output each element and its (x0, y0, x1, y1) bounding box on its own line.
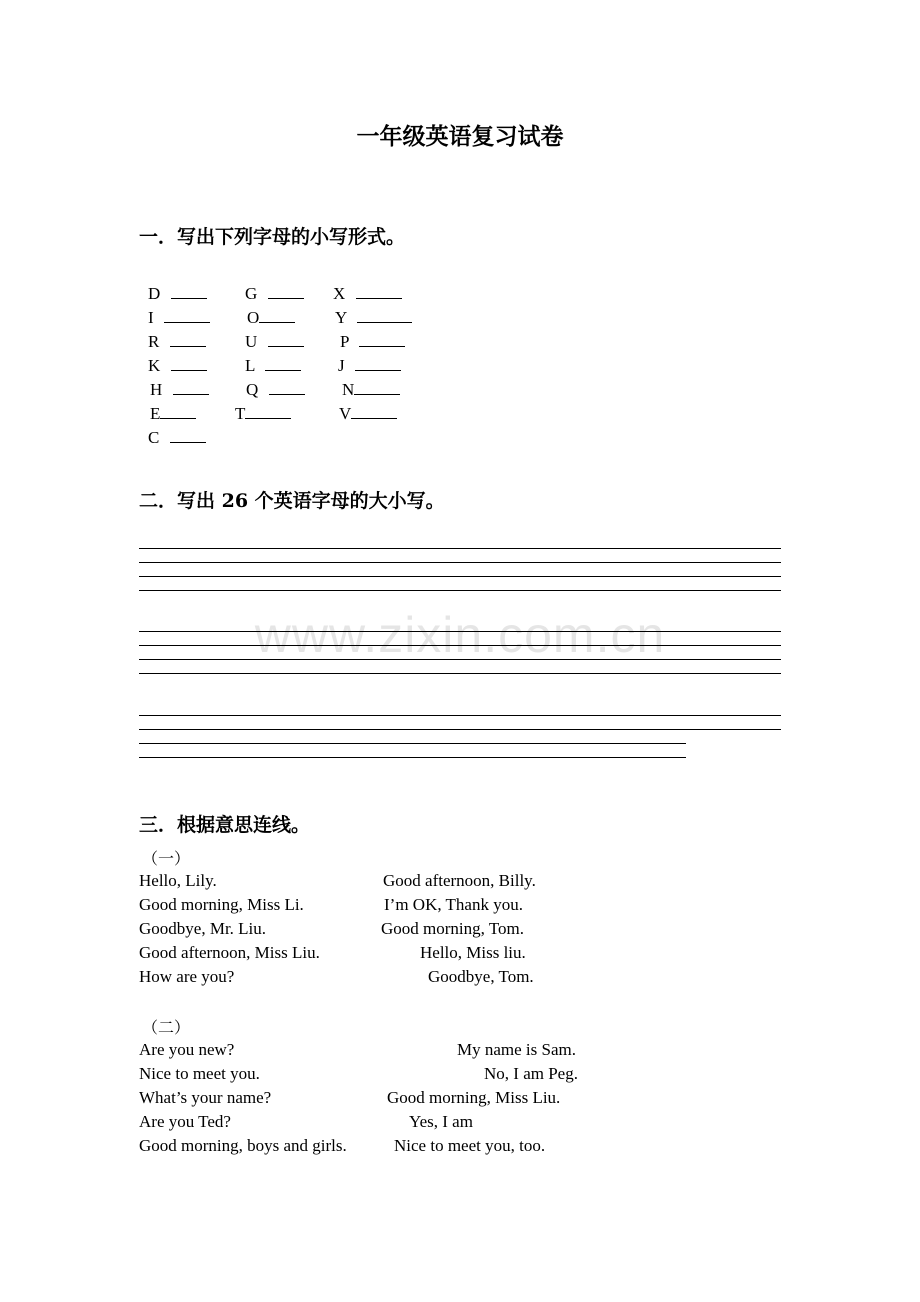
match-right-item: Hello, Miss liu. (420, 943, 526, 962)
match-left-item: Good afternoon, Miss Liu. (139, 943, 320, 962)
answer-blank[interactable] (245, 404, 291, 419)
letter-item (235, 404, 291, 424)
letter-label: D (148, 284, 161, 303)
match-left-item: Goodbye, Mr. Liu. (139, 919, 267, 938)
answer-blank[interactable] (354, 380, 400, 395)
match-left-item: Hello, Lily. (139, 871, 217, 890)
answer-blank[interactable] (356, 284, 402, 299)
match-left-item: Good morning, Miss Li. (139, 895, 304, 914)
answer-blank[interactable] (269, 380, 305, 395)
letter-label: I (148, 308, 154, 327)
writing-line (139, 562, 781, 563)
answer-blank[interactable] (171, 284, 207, 299)
answer-blank[interactable] (355, 356, 401, 371)
writing-line (139, 548, 781, 549)
match-left-item: Are you Ted? (139, 1112, 231, 1131)
letter-item (338, 356, 401, 376)
letter-item (342, 380, 400, 400)
writing-line (139, 743, 686, 744)
letter-label: H (150, 380, 163, 399)
letter-label: X (333, 284, 346, 303)
answer-blank[interactable] (170, 428, 206, 443)
letter-item (245, 356, 301, 376)
answer-blank[interactable] (265, 356, 301, 371)
watermark: www.zixin.com.cn (254, 607, 666, 663)
match-left-item: What’s your name? (139, 1088, 272, 1107)
letter-item (340, 332, 405, 352)
answer-blank[interactable] (268, 284, 304, 299)
answer-blank[interactable] (173, 380, 209, 395)
writing-line (139, 715, 781, 716)
answer-blank[interactable] (359, 332, 405, 347)
letter-item (335, 308, 412, 328)
letter-item (245, 332, 304, 352)
match-right-item: My name is Sam. (457, 1040, 576, 1059)
answer-blank[interactable] (160, 404, 196, 419)
letter-item (148, 308, 210, 328)
page-title: 一年级英语复习试卷 (356, 123, 564, 150)
letter-label: C (148, 428, 160, 447)
section3-heading: 三．根据意思连线。 (139, 814, 311, 836)
answer-blank[interactable] (170, 332, 206, 347)
letter-item (247, 308, 295, 328)
match-left-item: Good morning, boys and girls. (139, 1136, 347, 1155)
match-left-item: Nice to meet you. (139, 1064, 260, 1083)
letter-item (245, 284, 304, 304)
answer-blank[interactable] (259, 308, 295, 323)
letter-label: T (235, 404, 246, 423)
letter-label: L (245, 356, 255, 375)
writing-line (139, 590, 781, 591)
letter-item (246, 380, 305, 400)
letter-label: V (339, 404, 352, 423)
letter-item (339, 404, 397, 424)
match-right-item: Yes, I am (409, 1112, 473, 1131)
match-right-item: I’m OK, Thank you. (384, 895, 523, 914)
section2-heading: 二．写出 26 个英语字母的大小写。 (139, 490, 445, 512)
match-right-item: Good morning, Tom. (381, 919, 524, 938)
letter-item (150, 380, 209, 400)
match-right-item: Nice to meet you, too. (394, 1136, 546, 1155)
letter-item (333, 284, 402, 304)
writing-line (139, 673, 781, 674)
letter-label: G (245, 284, 258, 303)
answer-blank[interactable] (164, 308, 210, 323)
letter-label: N (342, 380, 355, 399)
answer-blank[interactable] (351, 404, 397, 419)
letter-label: R (148, 332, 160, 351)
answer-blank[interactable] (357, 308, 412, 323)
match-left-item: Are you new? (139, 1040, 235, 1059)
match-right-item: Good afternoon, Billy. (383, 871, 536, 890)
match-right-item: Goodbye, Tom. (428, 967, 534, 986)
letter-label: Y (335, 308, 347, 327)
answer-blank[interactable] (268, 332, 304, 347)
letter-label: O (247, 308, 260, 327)
letter-item (148, 428, 206, 448)
match-left-item: How are you? (139, 967, 235, 986)
letter-label: P (340, 332, 349, 351)
writing-line (139, 729, 781, 730)
match-right-item: Good morning, Miss Liu. (387, 1088, 561, 1107)
letter-label: E (150, 404, 161, 423)
writing-line (139, 576, 781, 577)
letter-item (148, 332, 206, 352)
letter-item (148, 284, 207, 304)
section1-heading: 一．写出下列字母的小写形式。 (139, 226, 406, 248)
letter-label: K (148, 356, 161, 375)
letter-label: Q (246, 380, 259, 399)
answer-blank[interactable] (171, 356, 207, 371)
letter-label: U (245, 332, 258, 351)
writing-line (139, 757, 686, 758)
group1-label: （一） (142, 849, 191, 868)
letter-item (150, 404, 196, 424)
group2-label: （二） (142, 1018, 191, 1037)
letter-label: J (338, 356, 345, 375)
letter-item (148, 356, 207, 376)
match-right-item: No, I am Peg. (484, 1064, 578, 1083)
